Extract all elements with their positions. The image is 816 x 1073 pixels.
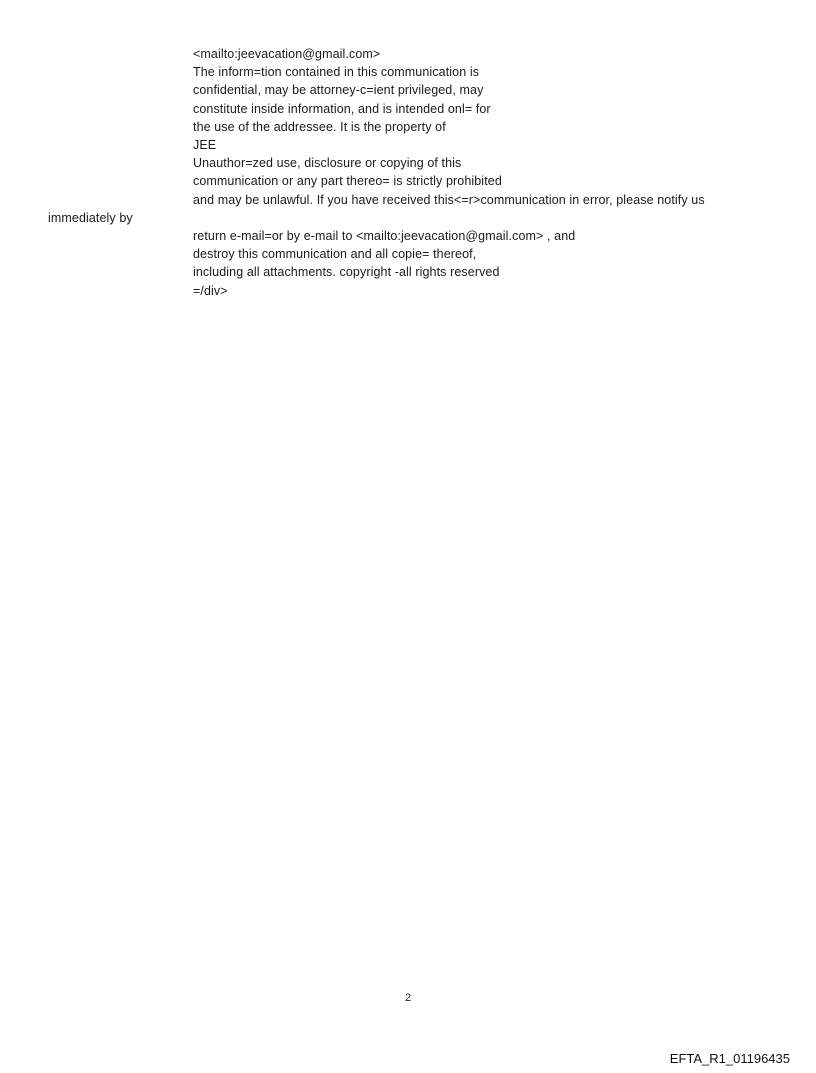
disclaimer-line: communication or any part thereo= is strictly prohibited xyxy=(193,174,502,189)
page-number: 2 xyxy=(404,992,412,1004)
disclaimer-line: and may be unlawful. If you have received this<=r>communication in error, please notify us xyxy=(193,192,705,207)
disclaimer-line: constitute inside information, and is intended onl= for xyxy=(193,101,491,116)
disclaimer-line: destroy this communication and all copie= thereof, xyxy=(193,247,477,262)
disclaimer-line: Unauthor=zed use, disclosure or copying of this xyxy=(193,156,462,171)
disclaimer-line: The inform=tion contained in this communication is xyxy=(193,65,480,80)
disclaimer-line: return e-mail=or by e-mail to <mailto:jeevacation@gmail.com> , and xyxy=(193,229,576,244)
disclaimer-line: confidential, may be attorney-c=ient privileged, may xyxy=(193,83,484,98)
disclaimer-line: the use of the addressee. It is the property of xyxy=(193,119,446,134)
disclaimer-line-outdent: immediately by xyxy=(48,210,133,225)
disclaimer-line: <mailto:jeevacation@gmail.com> xyxy=(193,47,381,61)
disclaimer-line: including all attachments. copyright -all rights reserved xyxy=(193,265,500,280)
email-disclaimer-block xyxy=(48,45,705,300)
disclaimer-line: =/div> xyxy=(193,283,228,298)
bates-number: EFTA_R1_01196435 xyxy=(669,1051,790,1066)
disclaimer-line: JEE xyxy=(193,138,217,153)
